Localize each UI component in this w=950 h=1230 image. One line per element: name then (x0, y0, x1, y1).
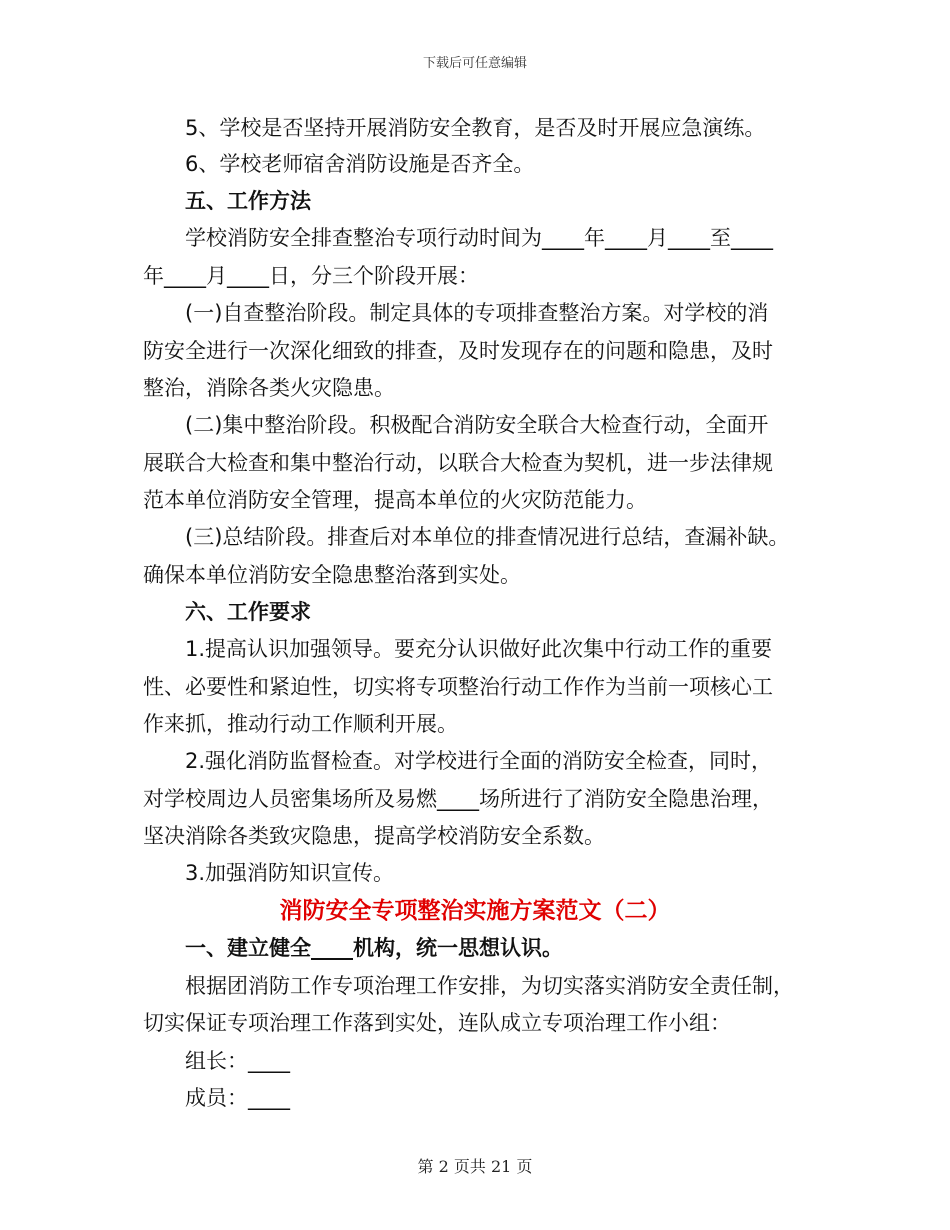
paragraph-line: 性、必要性和紧迫性，切实将专项整治行动工作作为当前一项核心工 (143, 675, 773, 699)
members-line: 成员：____ (185, 1086, 290, 1110)
paragraph-line: 范本单位消防安全管理，提高本单位的火灾防范能力。 (143, 488, 647, 512)
page-header-note: 下载后可任意编辑 (422, 56, 527, 71)
paragraph-line: 对学校周边人员密集场所及易燃____场所进行了消防安全隐患治理， (143, 787, 773, 811)
paragraph-line: 防安全进行一次深化细致的排查，及时发现存在的问题和隐患，及时 (143, 339, 773, 363)
paragraph-line: 学校消防安全排查整治专项行动时间为____年____月____至____ (185, 226, 773, 250)
paragraph-line: 1.提高认识加强领导。要充分认识做好此次集中行动工作的重要 (185, 637, 773, 661)
paragraph-line: (三)总结阶段。排查后对本单位的排查情况进行总结，查漏补缺。 (185, 525, 790, 549)
paragraph-line: 根据团消防工作专项治理工作安排，为切实落实消防安全责任制， (185, 974, 794, 998)
paragraph-line: (一)自查整治阶段。制定具体的专项排查整治方案。对学校的消 (185, 301, 769, 325)
paragraph-line: 5、学校是否坚持开展消防安全教育，是否及时开展应急演练。 (185, 116, 766, 140)
section-heading-organization: 一、建立健全____机构，统一思想认识。 (185, 936, 563, 960)
paragraph-line: 展联合大检查和集中整治行动，以联合大检查为契机，进一步法律规 (143, 451, 773, 475)
paragraph-line: 确保本单位消防安全隐患整治落到实处。 (143, 563, 521, 587)
paragraph-line: 坚决消除各类致灾隐患，提高学校消防安全系数。 (143, 824, 605, 848)
paragraph-line: 2.强化消防监督检查。对学校进行全面的消防安全检查，同时， (185, 749, 773, 773)
paragraph-line: 6、学校老师宿舍消防设施是否齐全。 (185, 152, 535, 176)
section-heading-work-method: 五、工作方法 (185, 189, 311, 213)
paragraph-line: 作来抓，推动行动工作顺利开展。 (143, 712, 458, 736)
paragraph-line: 3.加强消防知识宣传。 (185, 861, 395, 885)
paragraph-line: (二)集中整治阶段。积极配合消防安全联合大检查行动，全面开 (185, 413, 769, 437)
section-title-red: 消防安全专项整治实施方案范文（二） (279, 898, 671, 924)
section-heading-work-requirements: 六、工作要求 (185, 600, 311, 624)
paragraph-line: 年____月____日，分三个阶段开展： (143, 264, 479, 288)
paragraph-line: 切实保证专项治理工作落到实处，连队成立专项治理工作小组： (143, 1011, 731, 1035)
paragraph-line: 整治，消除各类火灾隐患。 (143, 376, 395, 400)
page-footer-number: 第 2 页共 21 页 (417, 1157, 533, 1176)
group-leader-line: 组长：____ (185, 1049, 290, 1073)
